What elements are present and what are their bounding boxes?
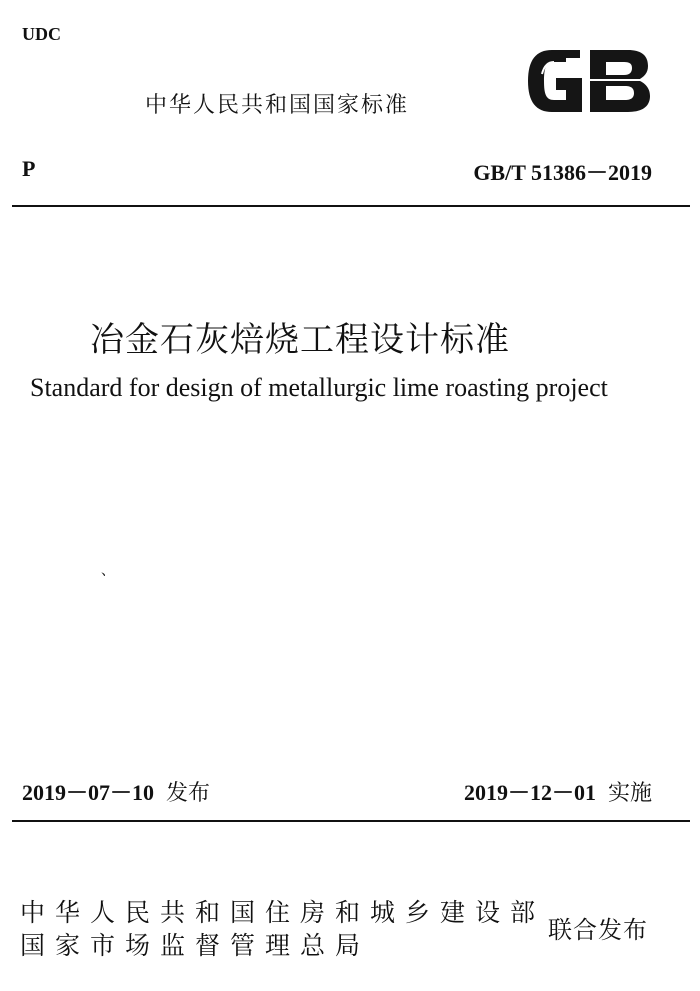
implementation-date-row <box>464 776 652 807</box>
gb-logo <box>522 44 654 118</box>
issue-label: 发布 <box>166 781 211 806</box>
national-standard-heading: 中华人民共和国国家标准 <box>145 93 410 118</box>
issuer-ministry: 中华人民共和国住房和城乡建设部 <box>20 898 546 927</box>
issuer-administration: 国家市场监督管理总局 <box>20 931 371 960</box>
category-code: P <box>22 156 36 181</box>
title-english: Standard for design of metallurgic lime roasting project <box>30 373 608 402</box>
implementation-date: 2019－12－01 <box>463 780 596 805</box>
bottom-divider <box>12 820 690 822</box>
issuer-block <box>20 896 545 962</box>
issue-date: 2019－07－10 <box>22 780 155 805</box>
udc-label: UDC <box>22 24 61 44</box>
standard-number: GB/T 51386－2019 <box>473 160 652 185</box>
implementation-label: 实施 <box>607 781 652 806</box>
joint-release-label: 联合发布 <box>548 916 648 944</box>
issue-date-row <box>22 776 210 807</box>
stray-mark: 、 <box>101 563 115 579</box>
gb-logo-graphic <box>522 44 654 118</box>
top-divider <box>12 205 690 207</box>
title-chinese: 冶金石灰焙烧工程设计标准 <box>90 322 510 359</box>
